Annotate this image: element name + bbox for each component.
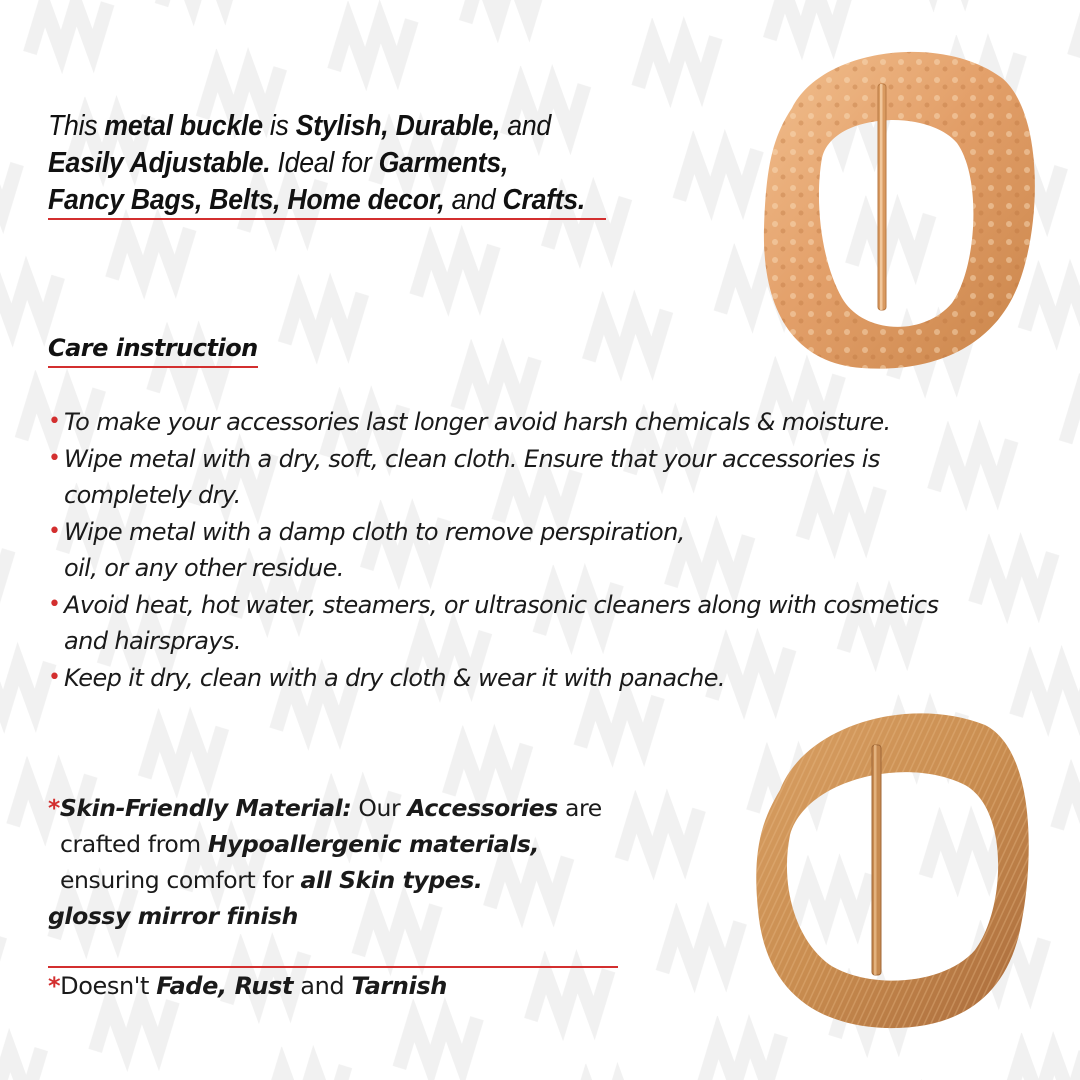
buckle-image-brushed bbox=[750, 700, 1040, 1036]
intro-highlight: Easily Adjustable. bbox=[48, 147, 271, 179]
intro-underline bbox=[48, 218, 606, 220]
bullet-dot: • bbox=[48, 445, 61, 471]
bullet-dot: • bbox=[48, 591, 61, 617]
skin-friendly-text: *Skin-Friendly Material: Our Accessories are crafted from Hypoallergenic materials, ensuring comfort for all Skin types. glossy mirror finish bbox=[48, 794, 602, 930]
bullet-dot: • bbox=[48, 409, 61, 434]
intro-text: This metal buckle is Stylish, Durable, and Easily Adjustable. Ideal for Garments, Fancy Bags, Belts, Home decor, and Crafts. bbox=[48, 110, 586, 216]
intro-highlight: Stylish, Durable, bbox=[295, 110, 501, 142]
skin-divider bbox=[48, 966, 618, 968]
list-item: • Avoid heat, hot water, steamers, or ultrasonic cleaners along with cosmetics and hairsprays. bbox=[48, 587, 1008, 660]
list-item: • Keep it dry, clean with a dry cloth & wear it with panache. bbox=[48, 660, 1008, 697]
bullet-dot: • bbox=[48, 518, 61, 544]
care-title-underline bbox=[48, 366, 258, 368]
bullet-dot: • bbox=[48, 664, 61, 690]
care-list bbox=[48, 404, 1008, 696]
intro-highlight: Garments, bbox=[378, 147, 509, 179]
buckle-image-hammered bbox=[752, 38, 1040, 374]
intro-highlight: Fancy Bags, Belts, Home decor, bbox=[48, 184, 445, 216]
asterisk: * bbox=[48, 794, 60, 822]
list-item: • Wipe metal with a dry, soft, clean cloth. Ensure that your accessories is completely dry. bbox=[48, 441, 1008, 514]
asterisk: * bbox=[48, 972, 61, 1000]
finish-label: glossy mirror finish bbox=[48, 902, 298, 930]
intro-highlight: Crafts. bbox=[502, 184, 586, 216]
list-item: • Wipe metal with a damp cloth to remove perspiration, oil, or any other residue. bbox=[48, 514, 1008, 587]
care-instruction-title: Care instruction bbox=[48, 334, 258, 362]
tarnish-text: *Doesn't Fade, Rust and Tarnish bbox=[48, 972, 447, 1000]
list-item: • To make your accessories last longer avoid harsh chemicals & moisture. bbox=[48, 404, 1008, 441]
intro-highlight: metal buckle bbox=[104, 110, 263, 142]
